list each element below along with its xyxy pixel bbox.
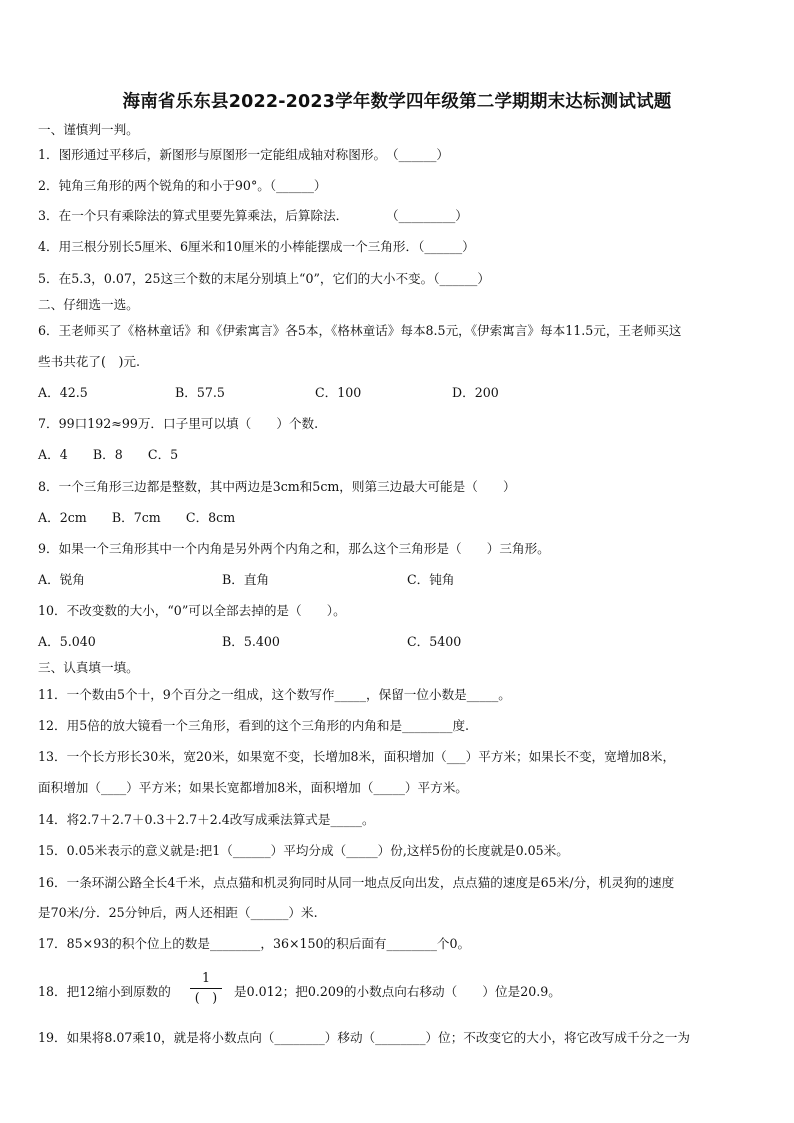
q10-option-a: A．5.040 [38, 634, 96, 649]
fraction [186, 970, 226, 1006]
question-2: 2．钝角三角形的两个锐角的和小于90°。（______） [38, 178, 327, 193]
question-16-line-1: 16．一条环湖公路全长4千米，点点猫和机灵狗同时从同一地点反向出发，点点猫的速度是65米/分，机灵狗的速度 [38, 875, 675, 890]
question-6-line-1: 6．王老师买了《格林童话》和《伊索寓言》各5本，《格林童话》每本8.5元，《伊索寓言》每本11.5元，王老师买这 [38, 323, 682, 338]
q8-options: A．2cm B．7cm C．8cm [38, 510, 236, 525]
question-11: 11．一个数由5个十，9个百分之一组成，这个数写作_____，保留一位小数是_____。 [38, 687, 511, 702]
section-heading-fill: 三、认真填一填。 [38, 660, 139, 675]
question-1: 1．图形通过平移后，新图形与原图形一定能组成轴对称图形。 （______） [38, 147, 450, 162]
question-13-line-2: 面积增加（____）平方米；如果长宽都增加8米，面积增加（_____）平方米。 [38, 780, 468, 795]
question-6-line-2: 些书共花了( )元. [38, 354, 140, 369]
section-heading-judge: 一、谨慎判一判。 [38, 122, 139, 137]
q6-option-d: D．200 [452, 385, 499, 400]
question-18-suffix: 是0.012；把0.209的小数点向右移动（ ）位是20.9。 [234, 984, 561, 999]
q9-option-b: B．直角 [222, 572, 270, 587]
question-9: 9．如果一个三角形其中一个内角是另外两个内角之和，那么这个三角形是（ ）三角形。 [38, 541, 550, 556]
question-8: 8．一个三角形三边都是整数，其中两边是3cm和5cm，则第三边最大可能是（ ） [38, 479, 516, 494]
question-19: 19．如果将8.07乘10，就是将小数点向（________）移动（________）位；不改变它的大小，将它改写成千分之一为 [38, 1030, 690, 1045]
question-3: 3．在一个只有乘除法的算式里要先算乘法，后算除法． （_________） [38, 208, 468, 223]
question-18-prefix: 18．把12缩小到原数的 [38, 984, 171, 999]
q10-option-b: B．5.400 [222, 634, 280, 649]
question-17: 17．85×93的积个位上的数是________，36×150的积后面有________个0。 [38, 936, 471, 951]
question-7: 7．99口192≈99万．口子里可以填（ ）个数. [38, 416, 319, 431]
fraction-numerator: 1 [201, 970, 210, 985]
question-16-line-2: 是70米/分．25分钟后，两人还相距（______）米. [38, 905, 318, 920]
fraction-bar [190, 988, 222, 989]
fraction-denominator: ( ) [194, 990, 218, 1005]
section-heading-choose: 二、仔细选一选。 [38, 297, 139, 312]
question-4: 4．用三根分别长5厘米、6厘米和10厘米的小棒能摆成一个三角形．（______） [38, 239, 475, 254]
q9-option-c: C．钝角 [407, 572, 455, 587]
page-title: 海南省乐东县2022-2023学年数学四年级第二学期期末达标测试试题 [122, 92, 672, 112]
q6-option-a: A．42.5 [38, 385, 88, 400]
q10-option-c: C．5400 [407, 634, 462, 649]
question-15: 15．0.05米表示的意义就是:把1（______）平均分成（_____）份,这样5份的长度就是0.05米。 [38, 843, 569, 858]
question-10: 10．不改变数的大小，“0”可以全部去掉的是（ ）。 [38, 603, 346, 618]
q6-option-c: C．100 [315, 385, 362, 400]
question-12: 12．用5倍的放大镜看一个三角形，看到的这个三角形的内角和是________度. [38, 718, 470, 733]
question-13-line-1: 13．一个长方形长30米，宽20米，如果宽不变，长增加8米，面积增加（___）平方米；如果长不变，宽增加8米， [38, 749, 676, 764]
q6-option-b: B．57.5 [175, 385, 225, 400]
question-5: 5．在5.3，0.07，25这三个数的末尾分别填上“0”，它们的大小不变。（______） [38, 271, 490, 286]
question-14: 14．将2.7＋2.7＋0.3＋2.7＋2.4改写成乘法算式是_____。 [38, 812, 375, 827]
q9-option-a: A．锐角 [38, 572, 85, 587]
q7-options: A．4 B．8 C．5 [38, 447, 179, 462]
